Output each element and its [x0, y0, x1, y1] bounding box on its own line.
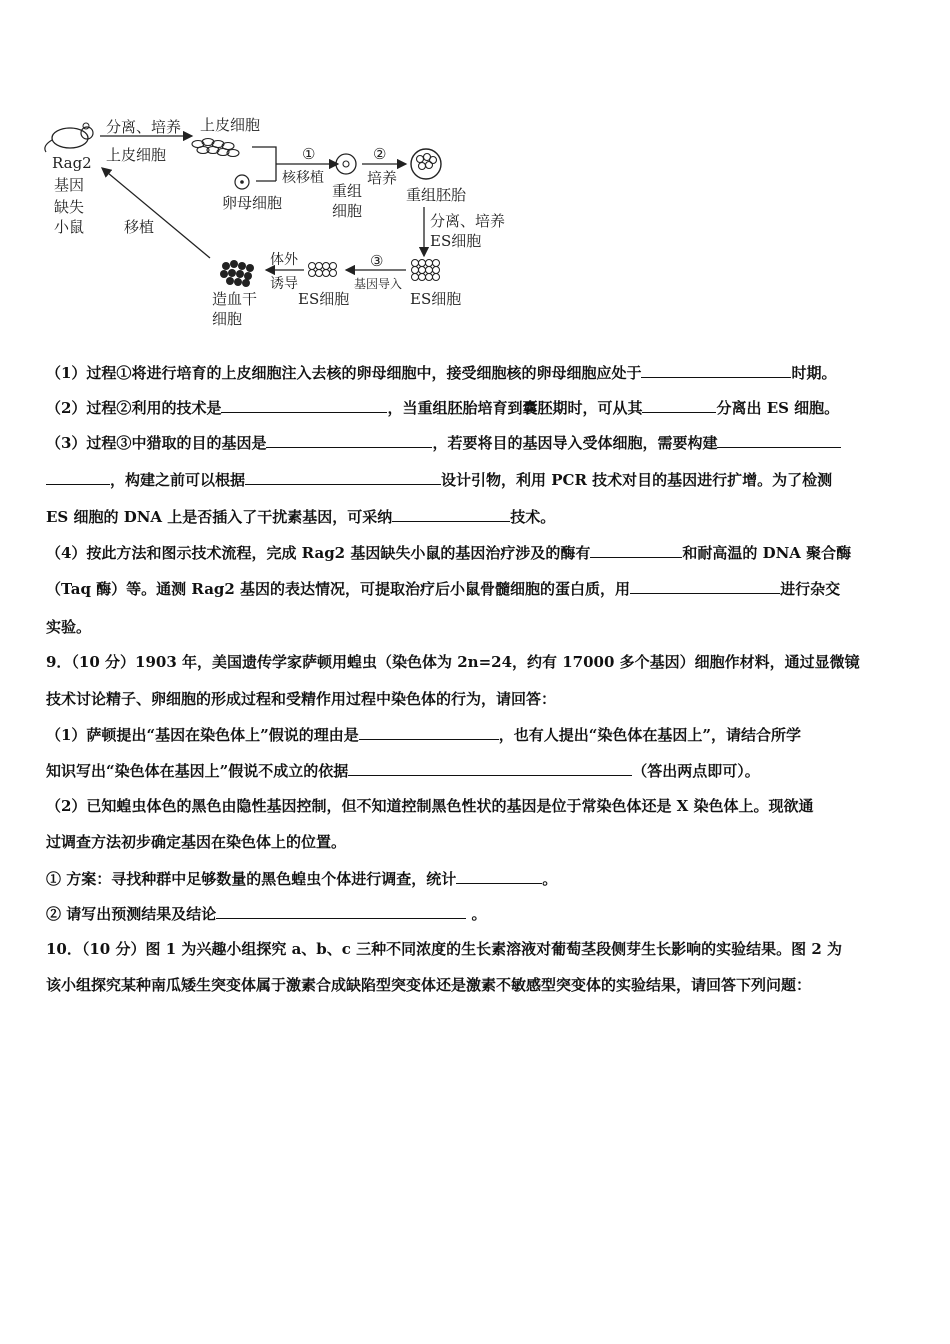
question-9-2-cont: 过调查方法初步确定基因在染色体上的位置。 — [46, 833, 347, 851]
answer-blank[interactable] — [221, 397, 387, 413]
answer-blank[interactable] — [46, 469, 110, 485]
question-9-2-plan: ① 方案：寻找种群中足够数量的黑色蝗虫个体进行调查，统计 。 — [46, 870, 558, 888]
label-sep-culture-1: 分离、培养 — [106, 118, 182, 136]
answer-blank[interactable] — [630, 578, 780, 594]
label-in-vitro: 体外 — [270, 252, 298, 268]
recombinant-embryo-icon — [411, 149, 441, 179]
label-step2: ② — [373, 145, 387, 163]
question-8-4: （4）按此方法和图示技术流程，完成 Rag2 基因缺失小鼠的基因治疗涉及的酶有 和耐高温的 DNA 聚合酶 — [46, 544, 852, 562]
answer-blank[interactable] — [266, 432, 432, 448]
answer-blank[interactable] — [642, 397, 716, 413]
label-nuclear-transfer: 核移植 — [282, 170, 324, 186]
question-10-stem-cont: 该小组探究某种南瓜矮生突变体属于激素合成缺陷型突变体还是激素不敏感型突变体的实验结果，请回答下列问题： — [46, 976, 812, 994]
answer-blank[interactable] — [717, 432, 841, 448]
question-8-3-end: ES 细胞的 DNA 上是否插入了干扰素基因，可采纳 技术。 — [46, 508, 556, 526]
label-recombinant-cell-1: 重组 — [332, 182, 363, 200]
question-8-4-end: 实验。 — [46, 618, 92, 636]
label-step1: ① — [302, 145, 316, 163]
mouse-icon — [45, 123, 93, 152]
question-8-3: （3）过程③中猎取的目的基因是 ，若要将目的基因导入受体细胞，需要构建 — [46, 432, 906, 453]
mouse-label-3: 缺失 — [54, 198, 85, 216]
answer-blank[interactable] — [245, 469, 441, 485]
answer-blank[interactable] — [348, 760, 632, 776]
mouse-label-4: 小鼠 — [54, 218, 85, 236]
question-9-stem-cont: 技术讨论精子、卵细胞的形成过程和受精作用过程中染色体的行为，请回答： — [46, 690, 557, 708]
question-9-2: （2）已知蝗虫体色的黑色由隐性基因控制，但不知道控制黑色性状的基因是位于常染色体还是 X 染色体上。现欲通 — [46, 797, 814, 815]
label-hematopoietic-2: 细胞 — [212, 310, 243, 328]
question-9-stem: 9．（10 分）1903 年，美国遗传学家萨顿用蝗虫（染色体为 2n=24，约有 17000 多个基因）细胞作材料，通过显微镜 — [46, 653, 860, 671]
label-recombinant-embryo: 重组胚胎 — [406, 186, 467, 204]
label-gene-import: 基因导入 — [354, 277, 403, 291]
es-cell-cluster-middle-icon — [309, 263, 337, 277]
label-culture: 培养 — [367, 169, 398, 187]
answer-blank[interactable] — [456, 868, 542, 884]
label-epithelial-top: 上皮细胞 — [200, 116, 261, 134]
answer-blank[interactable] — [590, 542, 682, 558]
label-recombinant-cell-2: 细胞 — [332, 202, 363, 220]
mouse-label-2: 基因 — [54, 176, 85, 194]
label-epithelial-1: 上皮细胞 — [106, 146, 167, 164]
label-induce: 诱导 — [270, 276, 298, 292]
question-10-stem: 10．（10 分）图 1 为兴趣小组探究 a、b、c 三种不同浓度的生长素溶液对葡萄茎段侧芽生长影响的实验结果。图 2 为 — [46, 940, 843, 958]
epithelial-cells-icon — [192, 139, 239, 157]
question-9-2-prediction: ② 请写出预测结果及结论 。 — [46, 905, 487, 923]
gene-therapy-flow-diagram — [40, 108, 540, 338]
recombinant-cell-icon — [336, 154, 356, 174]
answer-blank[interactable] — [359, 724, 499, 740]
label-es-cell-3: ES细胞 — [410, 290, 462, 308]
question-8-1: （1）过程①将进行培育的上皮细胞注入去核的卵母细胞中，接受细胞核的卵母细胞应处于 时期。 — [46, 364, 837, 382]
question-8-4-cont: （Taq 酶）等。通测 Rag2 基因的表达情况，可提取治疗后小鼠骨髓细胞的蛋白质，用 进行杂交 — [46, 580, 841, 598]
label-hematopoietic-1: 造血干 — [212, 290, 258, 308]
label-sep-culture-2: 分离、培养 — [430, 212, 506, 230]
answer-blank[interactable] — [216, 903, 466, 919]
answer-blank[interactable] — [641, 362, 791, 378]
label-oocyte: 卵母细胞 — [222, 194, 283, 212]
oocyte-icon — [235, 175, 249, 189]
arrow-transplant — [102, 168, 210, 258]
question-8-2: （2）过程②利用的技术是 ，当重组胚胎培育到囊胚期时，可从其 分离出 ES 细胞。 — [46, 399, 840, 417]
label-step3: ③ — [370, 252, 384, 270]
label-transplant: 移植 — [124, 218, 155, 236]
hematopoietic-cells-icon — [220, 260, 254, 287]
label-es-cell-2: ES细胞 — [298, 290, 350, 308]
answer-blank[interactable] — [392, 506, 510, 522]
mouse-label-1: Rag2 — [52, 154, 92, 172]
es-cell-cluster-right-icon — [412, 260, 440, 281]
question-9-1-cont: 知识写出“染色体在基因上”假说不成立的依据 （答出两点即可）。 — [46, 762, 760, 780]
question-9-1: （1）萨顿提出“基因在染色体上”假说的理由是 ，也有人提出“染色体在基因上”，请结合所学 — [46, 726, 801, 744]
label-es-cell-1: ES细胞 — [430, 232, 482, 250]
question-8-3-cont: ，构建之前可以根据 设计引物，利用 PCR 技术对目的基因进行扩增。为了检测 — [46, 469, 906, 490]
